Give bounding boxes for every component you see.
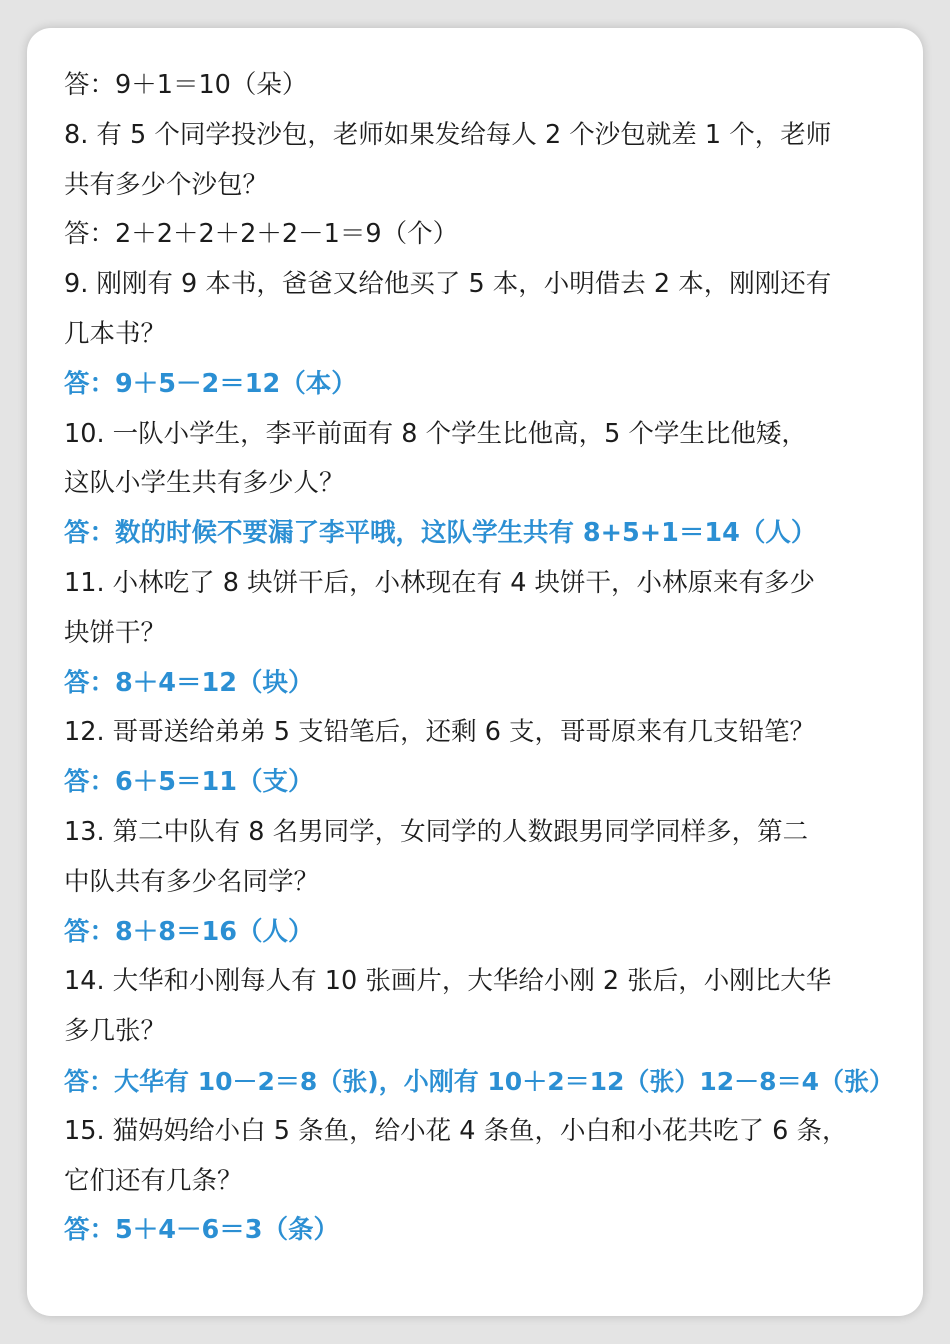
question-line: 这队小学生共有多少人？	[64, 468, 345, 499]
question-line: 共有多少个沙包？	[64, 169, 269, 200]
document-content	[64, 61, 900, 1256]
question-line: 多几张？	[64, 1016, 167, 1047]
question-line: 9. 刚刚有 9 本书，爸爸又给他买了 5 本，小明借去 2 本，刚刚还有	[64, 269, 832, 300]
question-line: 10. 一队小学生，李平前面有 8 个学生比他高，5 个学生比他矮，	[64, 418, 807, 449]
answer-line: 答：9＋5－2＝12（本）	[64, 368, 357, 399]
question-line: 几本书？	[64, 318, 167, 349]
question-line: 15. 猫妈妈给小白 5 条鱼，给小花 4 条鱼，小白和小花共吃了 6 条，	[64, 1115, 848, 1146]
answer-line: 答：9＋1＝10（朵）	[64, 70, 308, 100]
question-line: 13. 第二中队有 8 名男同学，女同学的人数跟男同学同样多，第二	[64, 816, 809, 847]
answer-line: 答：8＋4＝12（块）	[64, 667, 314, 698]
question-line: 12. 哥哥送给弟弟 5 支铅笔后，还剩 6 支，哥哥原来有几支铅笔？	[64, 717, 816, 748]
question-line: 中队共有多少名同学？	[64, 866, 320, 897]
answer-line: 答：5＋4－6＝3（条）	[64, 1215, 339, 1246]
question-line: 它们还有几条？	[64, 1165, 243, 1196]
document-card	[27, 28, 923, 1316]
answer-line: 答：大华有 10－2＝8（张)，小刚有 10＋2＝12（张）12－8＝4（张）	[64, 1066, 894, 1096]
question-line: 8. 有 5 个同学投沙包，老师如果发给每人 2 个沙包就差 1 个，老师	[64, 119, 832, 150]
question-line: 14. 大华和小刚每人有 10 张画片，大华给小刚 2 张后，小刚比大华	[64, 966, 832, 997]
answer-line: 答：2＋2＋2＋2＋2－1＝9（个）	[64, 219, 459, 250]
question-line: 11. 小林吃了 8 块饼干后，小林现在有 4 块饼干，小林原来有多少	[64, 567, 816, 598]
answer-line: 答：数的时候不要漏了李平哦，这队学生共有 8+5+1＝14（人）	[64, 518, 817, 549]
answer-line: 答：6＋5＝11（支）	[64, 767, 314, 798]
answer-line: 答：8＋8＝16（人）	[64, 916, 314, 947]
question-line: 块饼干？	[64, 617, 167, 648]
